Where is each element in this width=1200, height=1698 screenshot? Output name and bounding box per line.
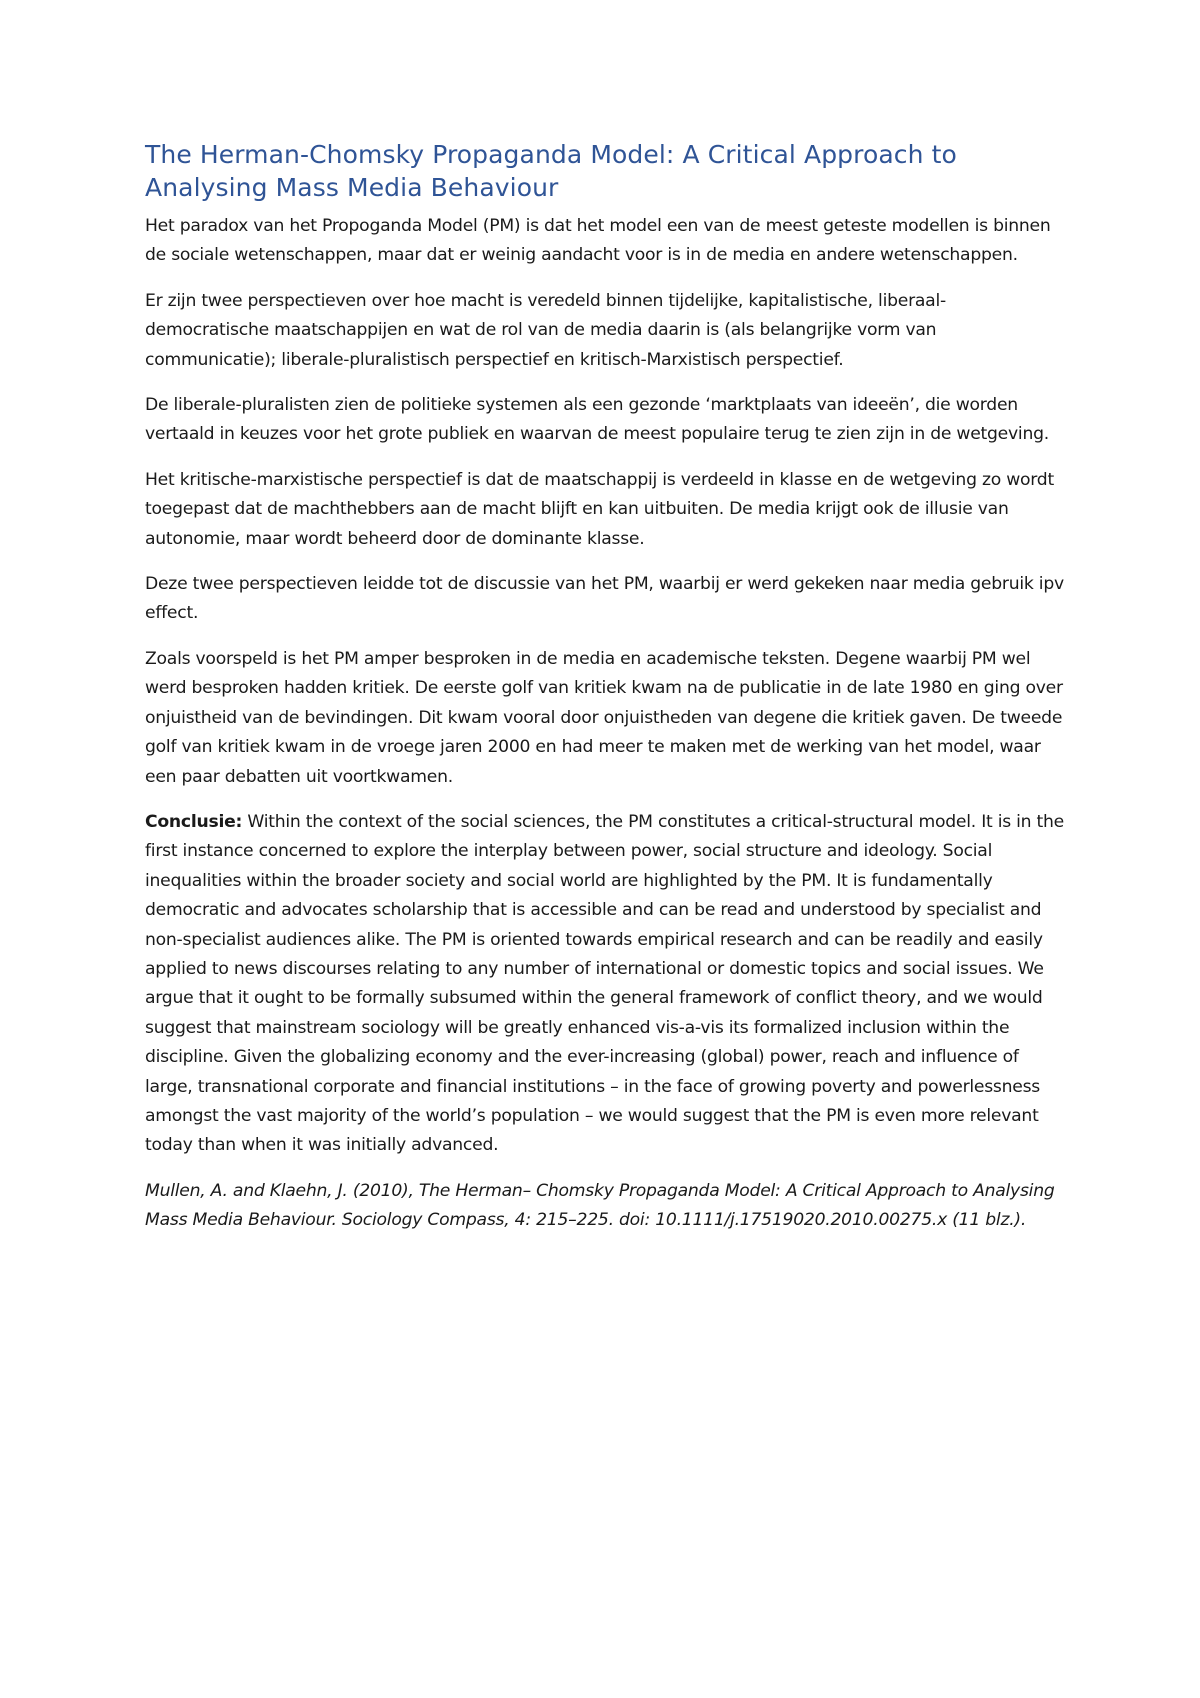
paragraph-perspectives: Er zijn twee perspectieven over hoe macht is veredeld binnen tijdelijke, kapitalistische, liberaal-democratische maatschappijen en wat de rol van de media daarin is (als belangrijke vorm van communicatie); liberale-pluralistisch perspectief en kritisch-Marxistisch perspectief. [145, 290, 946, 370]
paragraph-conclusion [145, 808, 1067, 1161]
conclusion-text: Within the context of the social sciences, the PM constitutes a critical-structural model. It is in the first instance concerned to explore the interplay between power, social structure and ideology. Social inequalities within the broader society and social world are highlighted by the PM. It is fundamentally democratic and advocates scholarship that is accessible and can be read and understood by specialist and non-specialist audiences alike. The PM is oriented towards empirical research and can be readily and easily applied to news discourses relating to any number of international or domestic topics and social issues. We argue that it ought to be formally subsumed within the general framework of conflict theory, and we would suggest that mainstream sociology will be greatly enhanced vis-a-vis its formalized inclusion within the discipline. Given the globalizing economy and the ever-increasing (global) power, reach and influence of large, transnational corporate and financial institutions – in the face of growing poverty and powerlessness amongst the vast majority of the world’s population – we would suggest that the PM is even more relevant today than when it was initially advanced. [145, 811, 1064, 1156]
paragraph-discussion: Deze twee perspectieven leidde tot de discussie van het PM, waarbij er werd gekeken naar media gebruik ipv effect. [145, 574, 1064, 624]
paragraph-critical-marxist: Het kritische-marxistische perspectief is dat de maatschappij is verdeeld in klasse en de wetgeving zo wordt toegepast dat de machthebbers aan de macht blijft en kan uitbuiten. De media krijgt ook de illusie van autonomie, maar wordt beheerd door de dominante klasse. [145, 469, 1054, 549]
paragraph-liberal-pluralists: De liberale-pluralisten zien de politieke systemen als een gezonde ‘marktplaats van ideeën’, die worden vertaald in keuzes voor het grote publiek en waarvan de meest populaire terug te zien zijn in de wetgeving. [145, 395, 1049, 445]
paragraph-paradox: Het paradox van het Propoganda Model (PM) is dat het model een van de meest geteste modellen is binnen de sociale wetenschappen, maar dat er weinig aandacht voor is in de media en andere wetenschappen. [145, 216, 1051, 266]
document-page [145, 138, 1067, 1252]
document-title: The Herman-Chomsky Propaganda Model: A Critical Approach to Analysing Mass Media Behaviour [145, 140, 957, 202]
paragraph-critique: Zoals voorspeld is het PM amper besproken in de media en academische teksten. Degene waarbij PM wel werd besproken hadden kritiek. De eerste golf van kritiek kwam na de publicatie in de late 1980 en ging over onjuistheid van de bevindingen. Dit kwam vooral door onjuistheden van degene die kritiek gaven. De tweede golf van kritiek kwam in de vroege jaren 2000 en had meer te maken met de werking van het model, waar een paar debatten uit voortkwamen. [145, 648, 1063, 787]
citation: Mullen, A. and Klaehn, J. (2010), The Herman– Chomsky Propaganda Model: A Critical Approach to Analysing Mass Media Behaviour. Sociology Compass, 4: 215–225. doi: 10.1111/j.17519020.2010.00275.x (11 blz.). [145, 1180, 1055, 1231]
conclusion-label: Conclusie: [145, 811, 243, 832]
